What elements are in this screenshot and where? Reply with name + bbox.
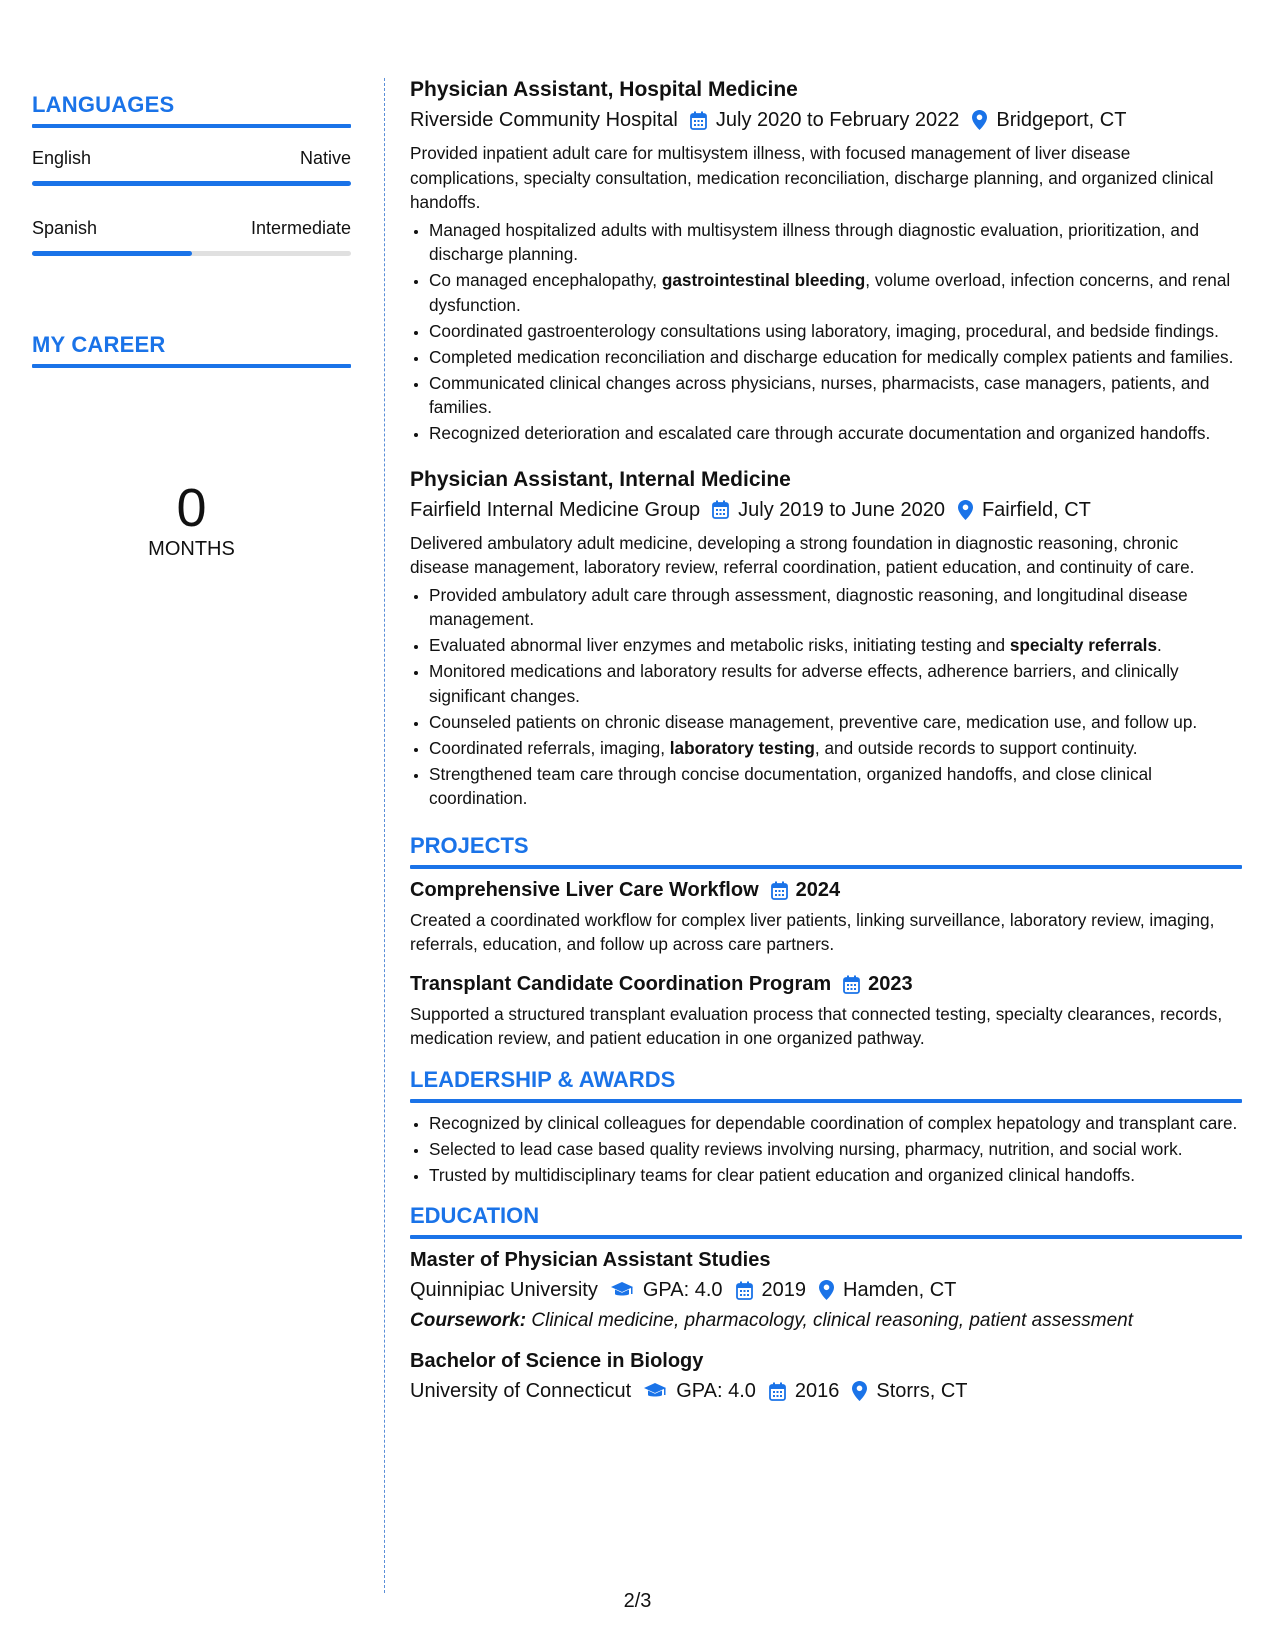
leadership-item: • Selected to lead case based quality reviews involving nursing, pharmacy, nutrition, and social work. xyxy=(429,1137,1242,1162)
language-name: English xyxy=(32,148,92,168)
school-location: Storrs, CT xyxy=(876,1380,968,1402)
leadership-item: • Recognized by clinical colleagues for dependable coordination of complex hepatology and transplant care. xyxy=(429,1111,1242,1136)
job-title: Physician Assistant, Hospital Medicine xyxy=(410,78,798,101)
project-title: Comprehensive Liver Care Workflow xyxy=(410,878,759,901)
project-year: 2023 xyxy=(868,972,913,995)
job-dates: July 2019 to June 2020 xyxy=(738,498,945,521)
coursework-label: Coursework: xyxy=(410,1310,527,1331)
job-meta xyxy=(410,108,1242,132)
job-bullet: • Coordinated gastroenterology consultations using laboratory, imaging, procedural, and bedside findings. xyxy=(429,319,1242,344)
education-rule xyxy=(410,1235,1242,1239)
location-pin-icon xyxy=(852,1381,867,1401)
career-heading: MY CAREER xyxy=(32,332,166,357)
calendar-icon xyxy=(690,111,707,130)
job-bullet: • Recognized deterioration and escalated care through accurate documentation and organized handoffs. xyxy=(429,421,1242,446)
school-location: Hamden, CT xyxy=(843,1279,957,1301)
company-name: Riverside Community Hospital xyxy=(410,109,678,131)
project-title: Transplant Candidate Coordination Program xyxy=(410,972,832,995)
calendar-icon xyxy=(712,500,729,519)
graduation-year: 2019 xyxy=(761,1279,807,1301)
column-divider xyxy=(384,78,385,1593)
job-bullet: • Evaluated abnormal liver enzymes and metabolic risks, initiating testing and specialty referrals. xyxy=(429,633,1242,658)
job-bullet: • Coordinated referrals, imaging, laboratory testing, and outside records to support continuity. xyxy=(429,736,1242,761)
company-name: Fairfield Internal Medicine Group xyxy=(410,498,701,521)
job-meta xyxy=(410,498,1242,522)
language-level: Intermediate xyxy=(250,218,351,238)
job-bullet: • Monitored medications and laboratory results for adverse effects, adherence barriers, and clinically significant changes. xyxy=(429,659,1242,708)
projects-rule xyxy=(410,865,1242,869)
gpa: GPA: 4.0 xyxy=(676,1380,756,1402)
education-entry xyxy=(410,1350,1242,1403)
project-entry xyxy=(410,879,1242,957)
language-level: Native xyxy=(299,148,351,168)
leadership-heading: LEADERSHIP & AWARDS xyxy=(410,1066,676,1092)
project-entry xyxy=(410,973,1242,1051)
gpa: GPA: 4.0 xyxy=(642,1279,723,1301)
job-bullet: • Communicated clinical changes across physicians, nurses, pharmacists, case managers, patients, and families. xyxy=(429,371,1242,420)
language-item xyxy=(32,148,351,186)
education-heading: EDUCATION xyxy=(410,1203,540,1228)
career-unit: MONTHS xyxy=(148,538,235,560)
job-title: Physician Assistant, Internal Medicine xyxy=(410,467,791,491)
job-bullet: • Co managed encephalopathy, gastrointestinal bleeding, volume overload, infection concerns, and renal dysfunction. xyxy=(429,268,1242,317)
coursework-text: Clinical medicine, pharmacology, clinical reasoning, patient assessment xyxy=(531,1310,1134,1331)
leadership-item: • Trusted by multidisciplinary teams for clear patient education and organized clinical handoffs. xyxy=(429,1163,1242,1188)
education-meta xyxy=(410,1278,1242,1302)
job-location: Bridgeport, CT xyxy=(996,109,1127,131)
graduation-cap-icon xyxy=(643,1382,667,1400)
graduation-year: 2016 xyxy=(794,1380,840,1402)
leadership-rule xyxy=(410,1099,1242,1103)
leadership-list xyxy=(410,1111,1242,1188)
graduation-cap-icon xyxy=(610,1281,634,1299)
projects-section xyxy=(410,833,1242,1051)
job-bullet: • Completed medication reconciliation and discharge education for medically complex patients and families. xyxy=(429,345,1242,370)
languages-rule xyxy=(32,124,351,128)
job-bullet: • Counseled patients on chronic disease management, preventive care, medication use, and follow up. xyxy=(429,710,1242,735)
degree-title: Bachelor of Science in Biology xyxy=(410,1350,704,1372)
location-pin-icon xyxy=(958,500,973,520)
leadership-section xyxy=(410,1067,1242,1188)
language-proficiency-fill xyxy=(32,181,351,186)
project-description: Created a coordinated workflow for complex liver patients, linking surveillance, laboratory review, imaging, referrals, education, and follow up across care partners. xyxy=(410,909,1215,954)
calendar-icon xyxy=(736,1281,753,1300)
job-bullet: • Strengthened team care through concise documentation, organized handoffs, and close clinical coordination. xyxy=(429,762,1242,811)
education-meta xyxy=(410,1379,1242,1403)
job-location: Fairfield, CT xyxy=(981,498,1091,521)
experience-entry xyxy=(410,468,1242,811)
languages-heading: LANGUAGES xyxy=(32,92,175,117)
school-name: University of Connecticut xyxy=(410,1380,632,1402)
project-description: Supported a structured transplant evaluation process that connected testing, specialty clearances, records, medication review, and patient education in one organized pathway. xyxy=(410,1003,1223,1048)
education-entry xyxy=(410,1249,1242,1334)
location-pin-icon xyxy=(972,110,987,130)
language-proficiency-bar xyxy=(32,181,351,186)
experience-entry xyxy=(410,78,1242,446)
school-name: Quinnipiac University xyxy=(410,1279,598,1301)
calendar-icon xyxy=(843,975,860,994)
language-name: Spanish xyxy=(32,218,98,238)
job-description: Provided inpatient adult care for multisystem illness, with focused management of liver disease complications, specialty consultation, medication reconciliation, discharge planning, and organized clinical handoffs. xyxy=(410,143,1214,212)
career-rule xyxy=(32,364,351,368)
job-bullets xyxy=(410,583,1242,811)
job-bullets xyxy=(410,218,1242,446)
main-column xyxy=(410,78,1242,1419)
calendar-icon xyxy=(769,1382,786,1401)
degree-title: Master of Physician Assistant Studies xyxy=(410,1249,771,1271)
career-summary xyxy=(32,480,351,561)
job-bullet: • Managed hospitalized adults with multisystem illness through diagnostic evaluation, prioritization, and discharge planning. xyxy=(429,218,1242,267)
career-value: 0 xyxy=(176,478,207,538)
job-dates: July 2020 to February 2022 xyxy=(715,109,960,131)
job-bullet: • Provided ambulatory adult care through assessment, diagnostic reasoning, and longitudinal disease management. xyxy=(429,583,1242,632)
location-pin-icon xyxy=(819,1280,834,1300)
page-number: 2/3 xyxy=(623,1590,652,1612)
language-item xyxy=(32,218,351,256)
project-year: 2024 xyxy=(795,878,841,901)
projects-heading: PROJECTS xyxy=(410,832,529,858)
education-section xyxy=(410,1203,1242,1403)
sidebar xyxy=(32,92,351,561)
coursework xyxy=(410,1308,1242,1334)
language-proficiency-bar xyxy=(32,251,351,256)
calendar-icon xyxy=(771,881,788,900)
job-description: Delivered ambulatory adult medicine, developing a strong foundation in diagnostic reasoning, chronic disease management, laboratory review, referral coordination, patient education, and continuity of care. xyxy=(410,532,1195,577)
language-proficiency-fill xyxy=(32,251,192,256)
